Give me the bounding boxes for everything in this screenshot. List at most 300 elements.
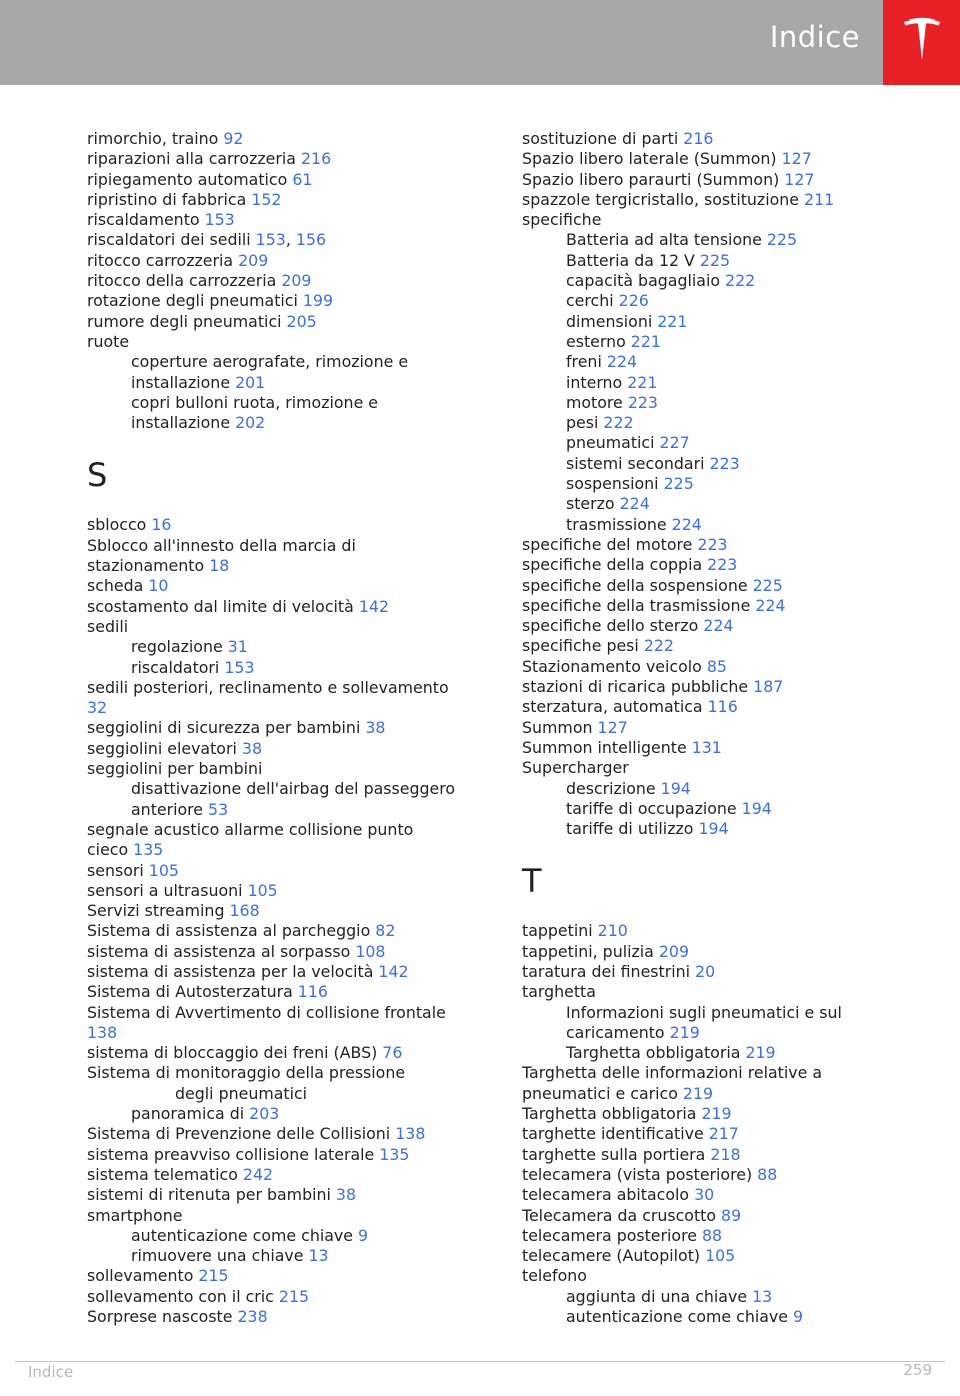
entry-text: stazionamento [87, 556, 210, 576]
index-subentry [522, 819, 932, 839]
index-entry [522, 697, 932, 717]
index-entry [87, 515, 487, 535]
entry-text: ruote [87, 331, 130, 351]
entry-text: Supercharger [522, 758, 629, 778]
index-entry [522, 190, 932, 210]
index-entry [522, 1063, 932, 1083]
page-link[interactable]: 224 [606, 352, 638, 372]
section-letter-t: T [522, 862, 542, 901]
entry-text: copri bulloni ruota, rimozione e [131, 392, 379, 412]
index-subentry [522, 1003, 932, 1023]
index-entry [87, 921, 487, 941]
page-link[interactable]: 127 [784, 169, 815, 189]
entry-text: specifiche del motore [522, 534, 698, 554]
page-link[interactable]: 30 [694, 1185, 715, 1205]
page-link[interactable]: 88 [701, 1225, 723, 1245]
index-entry [87, 1165, 487, 1185]
page-link[interactable]: 32 [87, 698, 108, 718]
index-entry [522, 1084, 932, 1104]
index-entry [522, 758, 932, 778]
entry-text: tariffe di occupazione [566, 798, 742, 818]
index-entry [87, 861, 487, 881]
page-link[interactable]: 222 [643, 636, 674, 656]
entry-text: Servizi streaming [87, 901, 230, 921]
index-subentry [522, 332, 932, 352]
page-link[interactable]: 153 [204, 210, 235, 230]
index-subentry [87, 800, 487, 820]
entry-text: Targhetta obbligatoria [522, 1104, 702, 1124]
index-entry [87, 698, 487, 718]
index-entry [522, 170, 932, 190]
index-entry [522, 210, 932, 230]
page-link[interactable]: 92 [223, 129, 244, 148]
index-entry [522, 657, 932, 677]
page-link[interactable]: 20 [695, 961, 716, 981]
index-entry [87, 597, 487, 617]
tesla-logo [883, 0, 960, 85]
entry-text: panoramica di [131, 1104, 250, 1124]
index-entry [522, 636, 932, 656]
index-entry [522, 982, 932, 1002]
entry-text: specifiche [522, 210, 602, 230]
index-entry [87, 312, 487, 332]
entry-text: sistema preavviso collisione laterale [87, 1144, 380, 1164]
entry-text: telecamere (Autopilot) [522, 1246, 706, 1266]
page-link[interactable]: 194 [741, 798, 772, 818]
index-entry [87, 1063, 487, 1083]
index-entry [87, 536, 487, 556]
index-entry [87, 1023, 487, 1043]
index-entry [87, 901, 487, 921]
footer-section: Indice [28, 1363, 74, 1381]
entry-text: autenticazione come chiave [566, 1307, 793, 1327]
entry-text: disattivazione dell'airbag del passeggero [131, 779, 456, 799]
entry-text: seggiolini elevatori [87, 738, 242, 758]
entry-text: sistema di assistenza per la velocità [87, 961, 379, 981]
index-entry [87, 1043, 487, 1063]
page-link[interactable]: 223 [709, 453, 740, 473]
entry-text: sedili posteriori, reclinamento e sollevamento [87, 677, 449, 697]
index-entry [522, 129, 932, 149]
page-link[interactable]: 38 [365, 718, 386, 738]
index-subentry [522, 1287, 932, 1307]
page-link[interactable]: 10 [148, 576, 169, 596]
index-subentry [522, 312, 932, 332]
entry-text: Sistema di Prevenzione delle Collisioni [87, 1124, 396, 1144]
entry-text: rimuovere una chiave [131, 1246, 309, 1266]
page-link[interactable]: 224 [755, 595, 786, 615]
index-entry [87, 1307, 487, 1327]
entry-text: cerchi [566, 291, 619, 311]
page-link[interactable]: 225 [699, 250, 731, 270]
entry-text: riparazioni alla carrozzeria [87, 149, 301, 169]
entry-text: interno [566, 372, 628, 392]
index-entry [87, 190, 487, 210]
index-entry [87, 291, 487, 311]
entry-text: sensori [87, 860, 149, 880]
entry-text: sblocco [87, 515, 152, 535]
entry-text: autenticazione come chiave [131, 1225, 358, 1245]
index-entry [87, 840, 487, 860]
entry-text: telecamera abitacolo [522, 1185, 695, 1205]
page-link[interactable]: 215 [278, 1286, 310, 1306]
entry-text: telecamera (vista posteriore) [522, 1164, 758, 1184]
entry-text: Spazio libero laterale (Summon) [522, 149, 782, 169]
index-subentry [87, 373, 487, 393]
entry-text: Telecamera da cruscotto [522, 1205, 722, 1225]
page-link[interactable]: 105 [148, 860, 179, 880]
page-link[interactable]: 225 [766, 230, 798, 250]
page-link[interactable]: 82 [375, 921, 396, 941]
index-entry [87, 962, 487, 982]
entry-text: Sblocco all'innesto della marcia di [87, 535, 356, 555]
page-link[interactable]: 31 [227, 637, 248, 657]
page-link[interactable]: 221 [627, 372, 658, 392]
entry-text: riscaldatori [131, 657, 225, 677]
page-link[interactable]: 224 [671, 514, 702, 534]
page-link[interactable]: 225 [752, 575, 783, 595]
entry-text: taratura dei finestrini [522, 961, 696, 981]
page-link[interactable]: 219 [701, 1104, 732, 1124]
index-entry [522, 1185, 932, 1205]
entry-text: rumore degli pneumatici [87, 311, 287, 331]
page-link[interactable]: 221 [630, 331, 661, 351]
entry-text: seggiolini di sicurezza per bambini [87, 718, 366, 738]
index-entry [87, 739, 487, 759]
index-column-left [87, 129, 487, 1327]
index-entry [522, 1145, 932, 1165]
page-link[interactable]: 199 [302, 291, 334, 311]
index-entry [87, 1266, 487, 1286]
index-subentry [522, 230, 932, 250]
page-link[interactable]: 219 [669, 1022, 700, 1042]
page-link[interactable]: 138 [87, 1022, 118, 1042]
entry-text: sterzo [566, 494, 620, 514]
index-entry [87, 230, 487, 250]
index-subentry [87, 637, 487, 657]
index-entry [87, 149, 487, 169]
entry-text: targhette identificative [522, 1124, 709, 1144]
index-entry [522, 596, 932, 616]
entry-text: Sistema di Avvertimento di collisione frontale [87, 1002, 446, 1022]
page-link[interactable]: 88 [757, 1164, 778, 1184]
entry-text: Targhetta obbligatoria [566, 1043, 746, 1063]
entry-text: motore [566, 392, 628, 412]
page-link[interactable]: 116 [297, 982, 328, 1002]
page-link[interactable]: 203 [249, 1104, 280, 1124]
page-link[interactable]: 168 [229, 901, 260, 921]
entry-text: installazione [131, 413, 236, 433]
page-link[interactable]: 76 [382, 1043, 403, 1063]
page-link[interactable]: 225 [663, 474, 694, 494]
index-entry [87, 210, 487, 230]
entry-text: specifiche della coppia [522, 555, 708, 575]
index-entry [522, 616, 932, 636]
entry-text: Stazionamento veicolo [522, 656, 707, 676]
index-subentry [522, 454, 932, 474]
index-entry [522, 1246, 932, 1266]
entry-text: esterno [566, 331, 631, 351]
index-entry [522, 1124, 932, 1144]
entry-text: degli pneumatici [175, 1083, 308, 1103]
page-link[interactable]: 222 [725, 271, 756, 291]
tesla-logo-icon [902, 17, 942, 63]
page-link[interactable]: 38 [241, 738, 262, 758]
entry-text: scheda [87, 576, 149, 596]
page-link[interactable]: 211 [804, 189, 835, 209]
index-entry [87, 820, 487, 840]
page-link[interactable]: 127 [597, 717, 628, 737]
page-link[interactable]: 226 [618, 291, 649, 311]
page-link[interactable]: 219 [682, 1083, 714, 1103]
index-group-s [87, 515, 487, 1327]
index-subentry [522, 373, 932, 393]
index-entry [87, 332, 487, 352]
index-entry [87, 1185, 487, 1205]
page-link[interactable]: 16 [151, 515, 172, 535]
index-subentry [87, 658, 487, 678]
entry-text: tappetini, pulizia [522, 941, 659, 961]
index-subentry [522, 515, 932, 535]
index-entry [87, 617, 487, 637]
entry-text: ritocco della carrozzeria [87, 271, 282, 291]
footer-page-number: 259 [903, 1361, 932, 1379]
page-link[interactable]: 61 [292, 169, 313, 189]
index-subentry [522, 1043, 932, 1063]
page-link[interactable]: 238 [237, 1307, 268, 1327]
entry-text: sedili [87, 616, 129, 636]
page-link[interactable]: 89 [721, 1205, 742, 1225]
index-entry [522, 738, 932, 758]
page-link[interactable]: 227 [659, 433, 690, 453]
page-link[interactable]: 116 [707, 697, 738, 717]
entry-text: capacità bagagliaio [566, 271, 726, 291]
entry-text: dimensioni [566, 311, 658, 331]
footer-divider [15, 1361, 945, 1362]
page-link[interactable]: 209 [658, 941, 690, 961]
page-link[interactable]: 215 [198, 1266, 229, 1286]
page-link[interactable]: 153 [255, 230, 286, 250]
entry-text: sospensioni [566, 474, 664, 494]
entry-text: tariffe di utilizzo [566, 819, 699, 839]
index-entry [87, 576, 487, 596]
page-link[interactable]: 223 [697, 534, 728, 554]
index-entry [522, 576, 932, 596]
index-entry [522, 1206, 932, 1226]
section-letter-s: S [87, 456, 108, 495]
index-subentry [522, 393, 932, 413]
entry-text: Targhetta delle informazioni relative a [522, 1063, 823, 1083]
index-entry [522, 962, 932, 982]
page-link[interactable]: 127 [781, 149, 812, 169]
page-link[interactable]: 9 [793, 1307, 804, 1327]
index-subentry [87, 393, 487, 413]
entry-text: sostituzione di parti [522, 129, 684, 148]
index-subentry [87, 1104, 487, 1124]
entry-text: regolazione [131, 637, 228, 657]
page-header [0, 0, 960, 85]
page-link[interactable]: 209 [281, 271, 312, 291]
page-link[interactable]: 9 [358, 1225, 369, 1245]
entry-text: sensori a ultrasuoni [87, 880, 248, 900]
entry-text: sistema telematico [87, 1164, 243, 1184]
page-link[interactable]: 224 [619, 494, 650, 514]
index-group-r [87, 129, 487, 433]
index-entry [87, 942, 487, 962]
entry-text: aggiunta di una chiave [566, 1286, 753, 1306]
entry-text: pneumatici e carico [522, 1083, 683, 1103]
entry-text: specifiche dello sterzo [522, 616, 704, 636]
index-entry [87, 982, 487, 1002]
entry-text: Summon [522, 717, 598, 737]
index-entry [522, 1165, 932, 1185]
index-entry [87, 1287, 487, 1307]
index-entry [522, 1226, 932, 1246]
page-link[interactable]: 142 [358, 596, 389, 616]
page-link[interactable]: 105 [705, 1246, 736, 1266]
entry-text: pesi [566, 413, 604, 433]
entry-text: Batteria ad alta tensione [566, 230, 767, 250]
page-link[interactable]: 153 [224, 657, 255, 677]
index-subentry [87, 413, 487, 433]
page-link[interactable]: 224 [703, 616, 734, 636]
page-link[interactable]: 105 [247, 880, 278, 900]
entry-text: Sistema di assistenza al parcheggio [87, 921, 376, 941]
page-link[interactable]: 217 [708, 1124, 739, 1144]
index-subentry [522, 1307, 932, 1327]
page-link[interactable]: 152 [251, 189, 282, 209]
entry-text: targhetta [522, 982, 596, 1002]
page-link[interactable]: 219 [745, 1043, 776, 1063]
entry-text: Batteria da 12 V [566, 250, 700, 270]
index-entry [87, 881, 487, 901]
entry-text: segnale acustico allarme collisione punto [87, 819, 414, 839]
page-link[interactable]: 194 [660, 778, 691, 798]
page-link[interactable]: 201 [235, 372, 266, 392]
entry-text: coperture aerografate, rimozione e [131, 352, 409, 372]
entry-text: sterzatura, automatica [522, 697, 708, 717]
index-subentry [522, 779, 932, 799]
index-subentry [522, 291, 932, 311]
entry-text: riscaldatori dei sedili [87, 230, 256, 250]
index-subentry [87, 779, 487, 799]
entry-text: Sorprese nascoste [87, 1307, 238, 1327]
entry-text: Sistema di monitoraggio della pressione [87, 1063, 406, 1083]
index-entry [522, 718, 932, 738]
page-link[interactable]: 142 [378, 961, 409, 981]
index-subentry [522, 413, 932, 433]
index-subentry [522, 433, 932, 453]
index-subentry [522, 494, 932, 514]
page-link[interactable]: 156 [295, 230, 327, 250]
page-link[interactable]: 53 [208, 799, 229, 819]
entry-text: telefono [522, 1266, 587, 1286]
page-link[interactable]: 221 [657, 311, 688, 331]
header-title: Indice [769, 20, 860, 54]
entry-text: Spazio libero paraurti (Summon) [522, 169, 785, 189]
index-subentry [87, 1246, 487, 1266]
index-subentry [87, 1084, 487, 1104]
entry-text: tappetini [522, 921, 598, 941]
entry-text: descrizione [566, 778, 661, 798]
entry-text: rotazione degli pneumatici [87, 291, 303, 311]
page-link[interactable]: 18 [209, 556, 230, 576]
index-entry [87, 556, 487, 576]
page-link[interactable]: 205 [286, 311, 317, 331]
index-subentry [522, 1023, 932, 1043]
index-entry [522, 535, 932, 555]
index-entry [87, 759, 487, 779]
entry-text: sollevamento con il cric [87, 1286, 279, 1306]
entry-text: Sistema di Autosterzatura [87, 982, 298, 1002]
index-entry [522, 1266, 932, 1286]
page-link[interactable]: 108 [355, 941, 386, 961]
page-link[interactable]: 210 [597, 921, 628, 941]
index-entry [87, 1206, 487, 1226]
entry-text: specifiche pesi [522, 636, 644, 656]
entry-text: seggiolini per bambini [87, 759, 263, 779]
index-subentry [87, 352, 487, 372]
entry-text: sistemi secondari [566, 453, 710, 473]
entry-text: telecamera posteriore [522, 1225, 702, 1245]
page-link[interactable]: 216 [683, 129, 714, 148]
index-entry [87, 251, 487, 271]
page-link[interactable]: 202 [235, 413, 266, 433]
page-link[interactable]: 218 [710, 1144, 741, 1164]
entry-text: cieco [87, 840, 134, 860]
entry-text: sistema di bloccaggio dei freni (ABS) [87, 1043, 383, 1063]
page-link[interactable]: 223 [627, 392, 658, 412]
entry-text: ripristino di fabbrica [87, 189, 252, 209]
page-link[interactable]: 222 [603, 413, 634, 433]
page-link[interactable]: 223 [707, 555, 738, 575]
page-link[interactable]: 138 [395, 1124, 426, 1144]
page-link[interactable]: 209 [238, 250, 269, 270]
entry-text: trasmissione [566, 514, 672, 534]
entry-text: scostamento dal limite di velocità [87, 596, 359, 616]
index-subentry [522, 799, 932, 819]
entry-text: targhette sulla portiera [522, 1144, 711, 1164]
entry-text: installazione [131, 372, 236, 392]
page-link[interactable]: 131 [691, 737, 722, 757]
page-link[interactable]: 85 [706, 656, 727, 676]
index-group-s-cont [522, 129, 932, 839]
entry-text: pneumatici [566, 433, 660, 453]
page-link[interactable]: 194 [698, 819, 729, 839]
index-entry [87, 1124, 487, 1144]
index-subentry [522, 352, 932, 372]
index-subentry [522, 271, 932, 291]
page-link[interactable]: 135 [379, 1144, 410, 1164]
index-subentry [522, 474, 932, 494]
entry-text: sistemi di ritenuta per bambini [87, 1185, 336, 1205]
index-subentry [87, 1226, 487, 1246]
page-link[interactable]: 13 [752, 1286, 773, 1306]
index-entry [522, 149, 932, 169]
entry-text: ripiegamento automatico [87, 169, 293, 189]
page-link[interactable]: 187 [753, 677, 784, 697]
index-entry [522, 921, 932, 941]
entry-text: freni [566, 352, 607, 372]
index-column-right [522, 129, 932, 1327]
page-link[interactable]: 135 [133, 840, 164, 860]
page-link[interactable]: 38 [335, 1185, 357, 1205]
index-subentry [522, 251, 932, 271]
index-entry [522, 677, 932, 697]
page-link[interactable]: 13 [308, 1246, 329, 1266]
page-link[interactable]: 216 [300, 149, 332, 169]
page-link[interactable]: 242 [242, 1164, 274, 1184]
